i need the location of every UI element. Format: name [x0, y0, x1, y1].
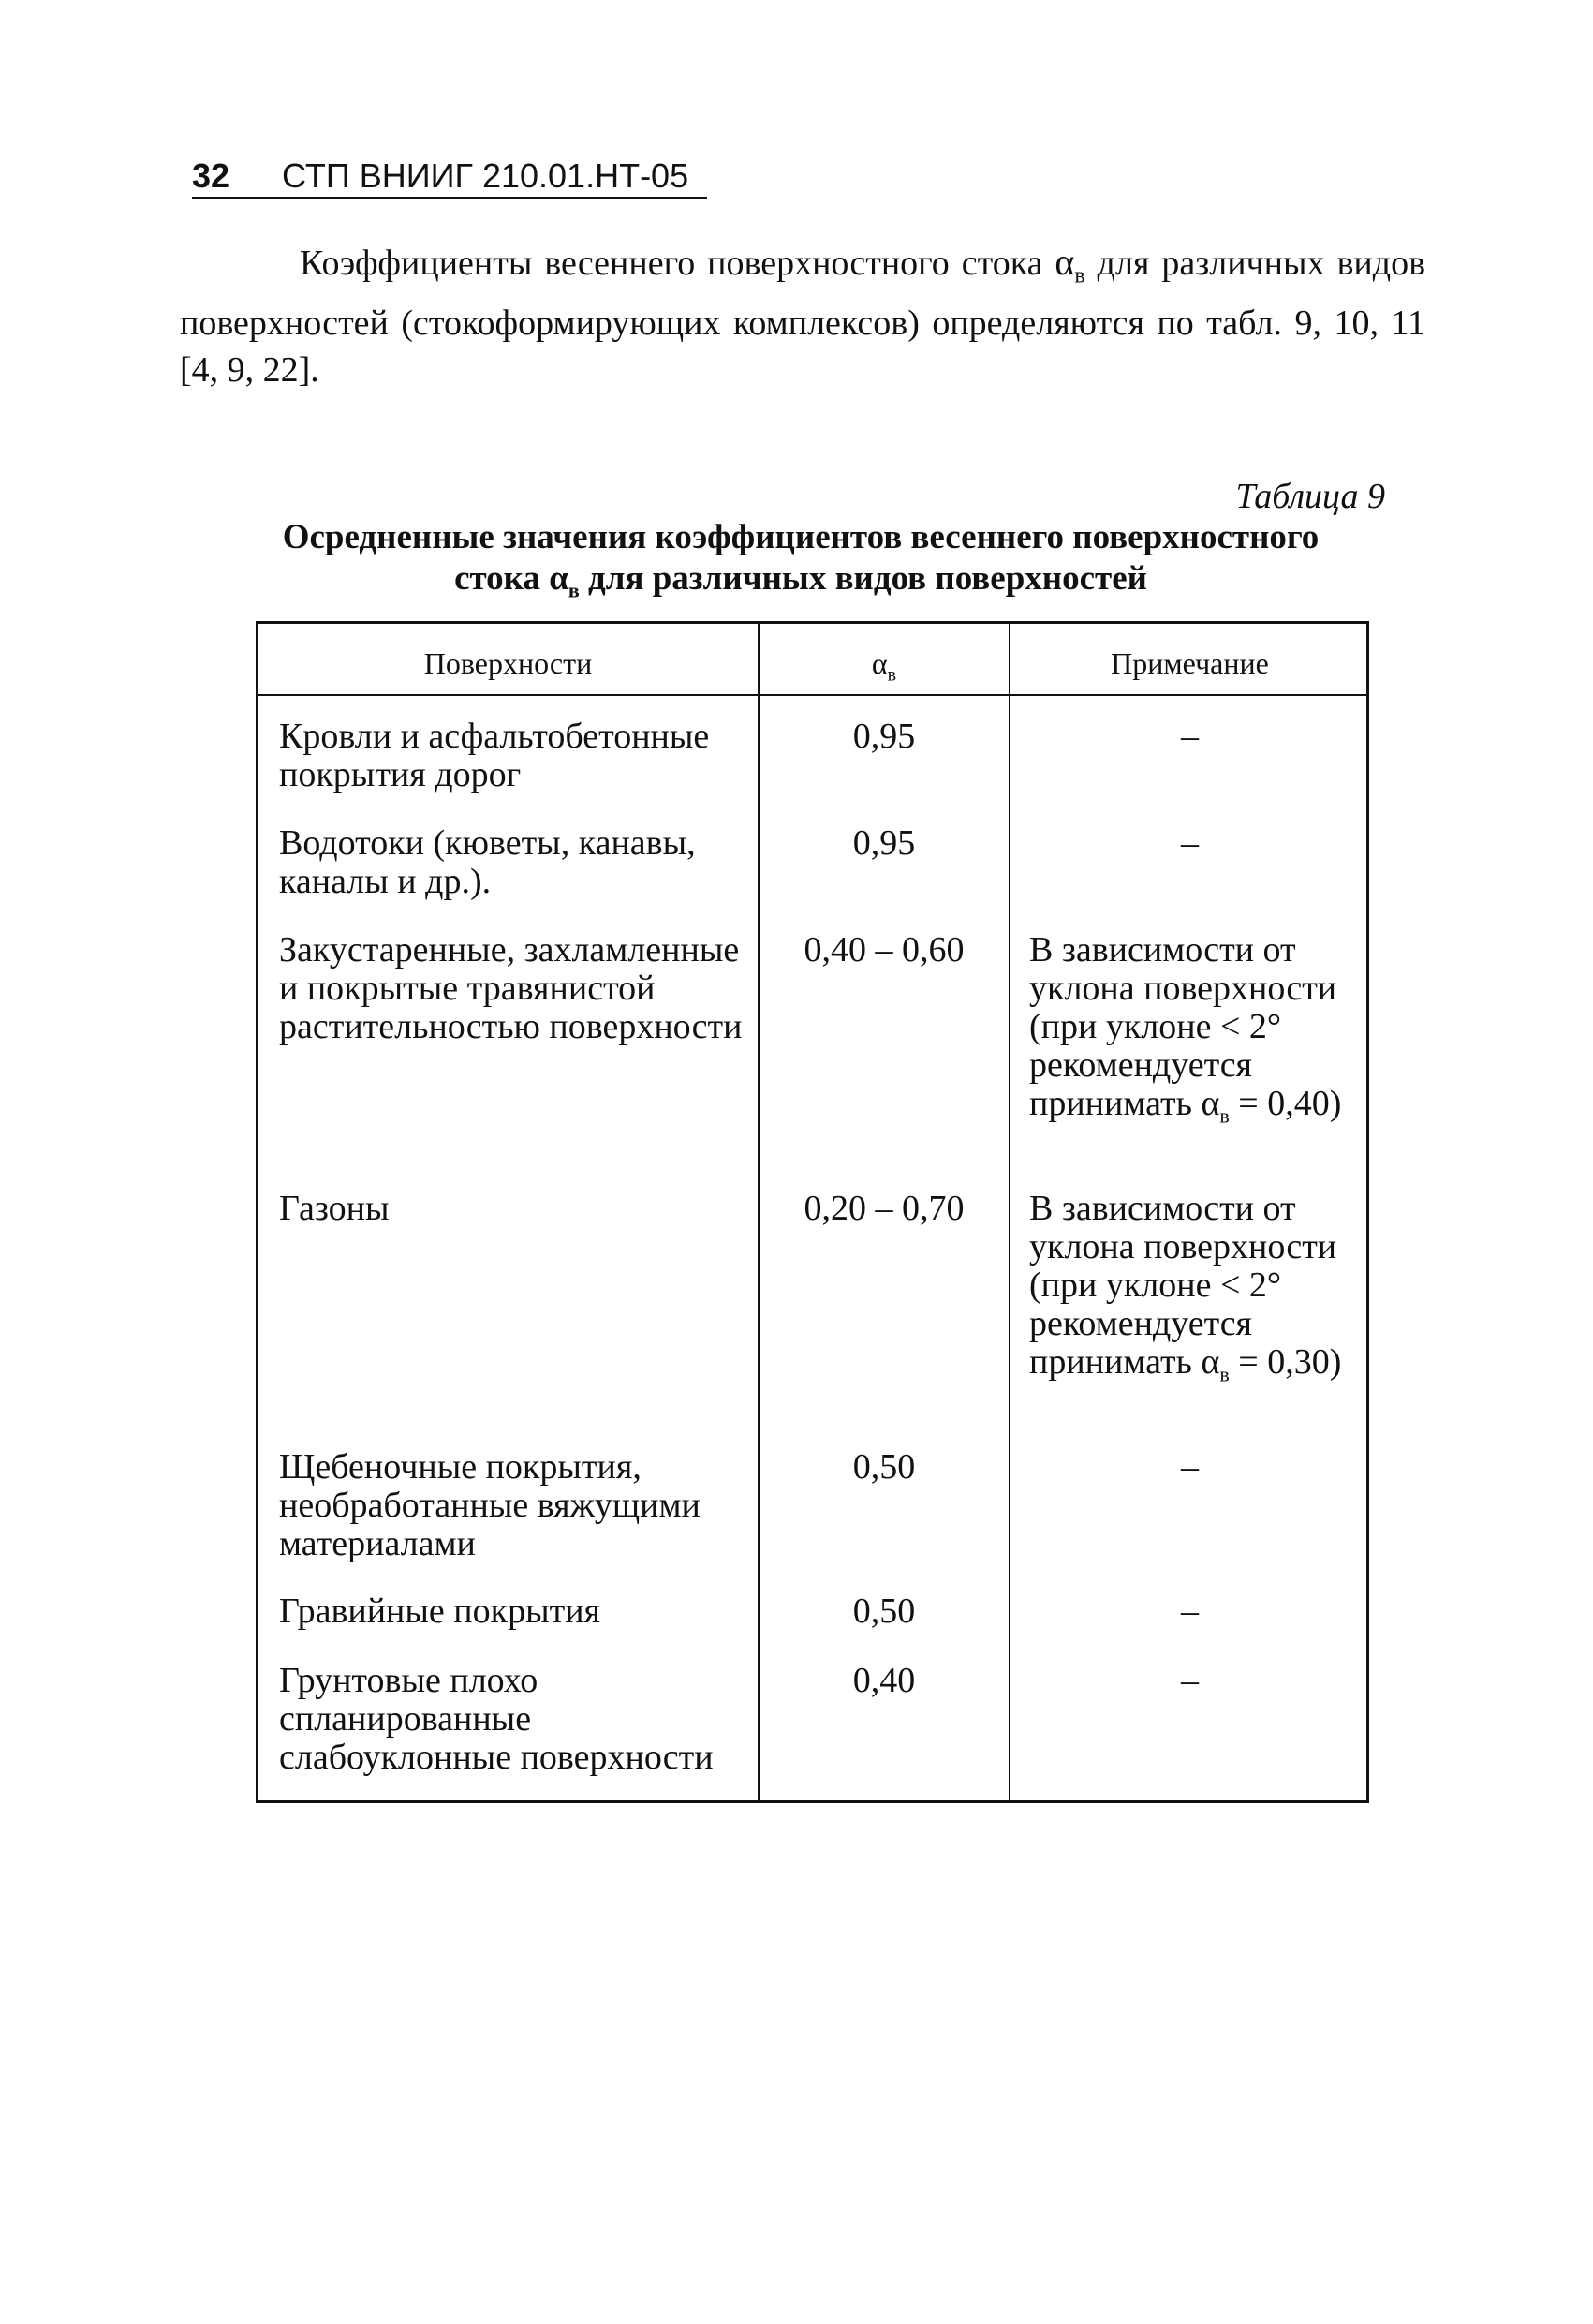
header-underline — [192, 197, 707, 199]
surface-cell: Газоны — [279, 1189, 390, 1228]
alpha-subscript: в — [1074, 263, 1085, 289]
surface-cell: Водотоки (кюветы, канавы, каналы и др.). — [279, 823, 696, 901]
note-cell — [1029, 931, 1357, 1135]
document-code: СТП ВНИИГ 210.01.НТ-05 — [282, 156, 689, 195]
alpha-cell: 0,20 – 0,70 — [804, 1189, 965, 1228]
alpha-cell: 0,40 – 0,60 — [804, 930, 965, 970]
intro-paragraph — [180, 239, 1425, 393]
note-alpha-symbol: α — [1201, 1342, 1220, 1382]
runoff-coefficient-table — [256, 621, 1369, 1803]
header-row-divider — [258, 694, 1366, 696]
note-alpha-subscript: в — [1219, 1103, 1230, 1128]
note-cell: – — [1181, 717, 1199, 756]
alpha-symbol: α — [1055, 241, 1075, 283]
page-header — [192, 155, 688, 203]
note-cell: – — [1181, 1591, 1199, 1631]
alpha-cell: 0,50 — [852, 1591, 916, 1631]
table-title-line-2 — [206, 558, 1395, 611]
note-alpha-subscript: в — [1219, 1362, 1230, 1386]
intro-text-start: Коэффициенты весеннего поверхностного стока — [300, 244, 1055, 283]
alpha-cell: 0,50 — [852, 1447, 916, 1487]
intro-text — [180, 239, 1425, 393]
note-value: = 0,40) — [1229, 1084, 1342, 1123]
surface-cell: Щебеночные покрытия, необработанные вяжущими материалами — [279, 1447, 701, 1563]
table-number: Таблица 9 — [1235, 477, 1385, 516]
alpha-cell: 0,40 — [852, 1661, 916, 1700]
surface-cell: Грунтовые плохо спланированные слабоуклонные поверхности — [279, 1661, 714, 1777]
column-header-note: Примечание — [1111, 646, 1269, 680]
column-alpha-subscript: в — [887, 664, 897, 686]
alpha-cell: 0,95 — [852, 717, 916, 756]
intro-text-end: для различных видов поверхностей (стокоформирующих комплексов) определяются по табл. 9, 10, 11 [4, 9, 22]. — [180, 244, 1426, 390]
table-title — [206, 517, 1395, 611]
surface-cell: Закустаренные, захламленные и покрытые травянистой растительностью поверхности — [279, 930, 743, 1046]
note-text: В зависимости от уклона поверхности (при уклоне < 2° рекомендуется принимать — [1029, 1189, 1337, 1382]
note-cell: – — [1181, 1661, 1199, 1700]
title-alpha-symbol: α — [549, 559, 568, 598]
column-header-surfaces: Поверхности — [423, 646, 593, 680]
page-number: 32 — [192, 156, 230, 195]
alpha-cell: 0,95 — [852, 823, 916, 863]
note-cell — [1029, 1190, 1357, 1394]
title-text-end: для различных видов поверхностей — [579, 559, 1147, 598]
column-alpha-symbol: α — [871, 646, 888, 680]
table-title-line-1: Осредненные значения коэффициентов весеннего поверхностного — [282, 518, 1320, 556]
surface-cell: Кровли и асфальтобетонные покрытия дорог — [279, 717, 710, 794]
title-text-start: стока — [454, 559, 550, 598]
note-alpha-symbol: α — [1201, 1084, 1220, 1123]
column-header-alpha — [760, 644, 1009, 693]
note-cell: – — [1181, 823, 1199, 863]
surface-cell: Гравийные покрытия — [279, 1591, 601, 1631]
note-cell: – — [1181, 1447, 1199, 1487]
title-alpha-subscript: в — [568, 578, 580, 602]
note-value: = 0,30) — [1229, 1342, 1342, 1382]
note-text: В зависимости от уклона поверхности (при уклоне < 2° рекомендуется принимать — [1029, 930, 1337, 1123]
